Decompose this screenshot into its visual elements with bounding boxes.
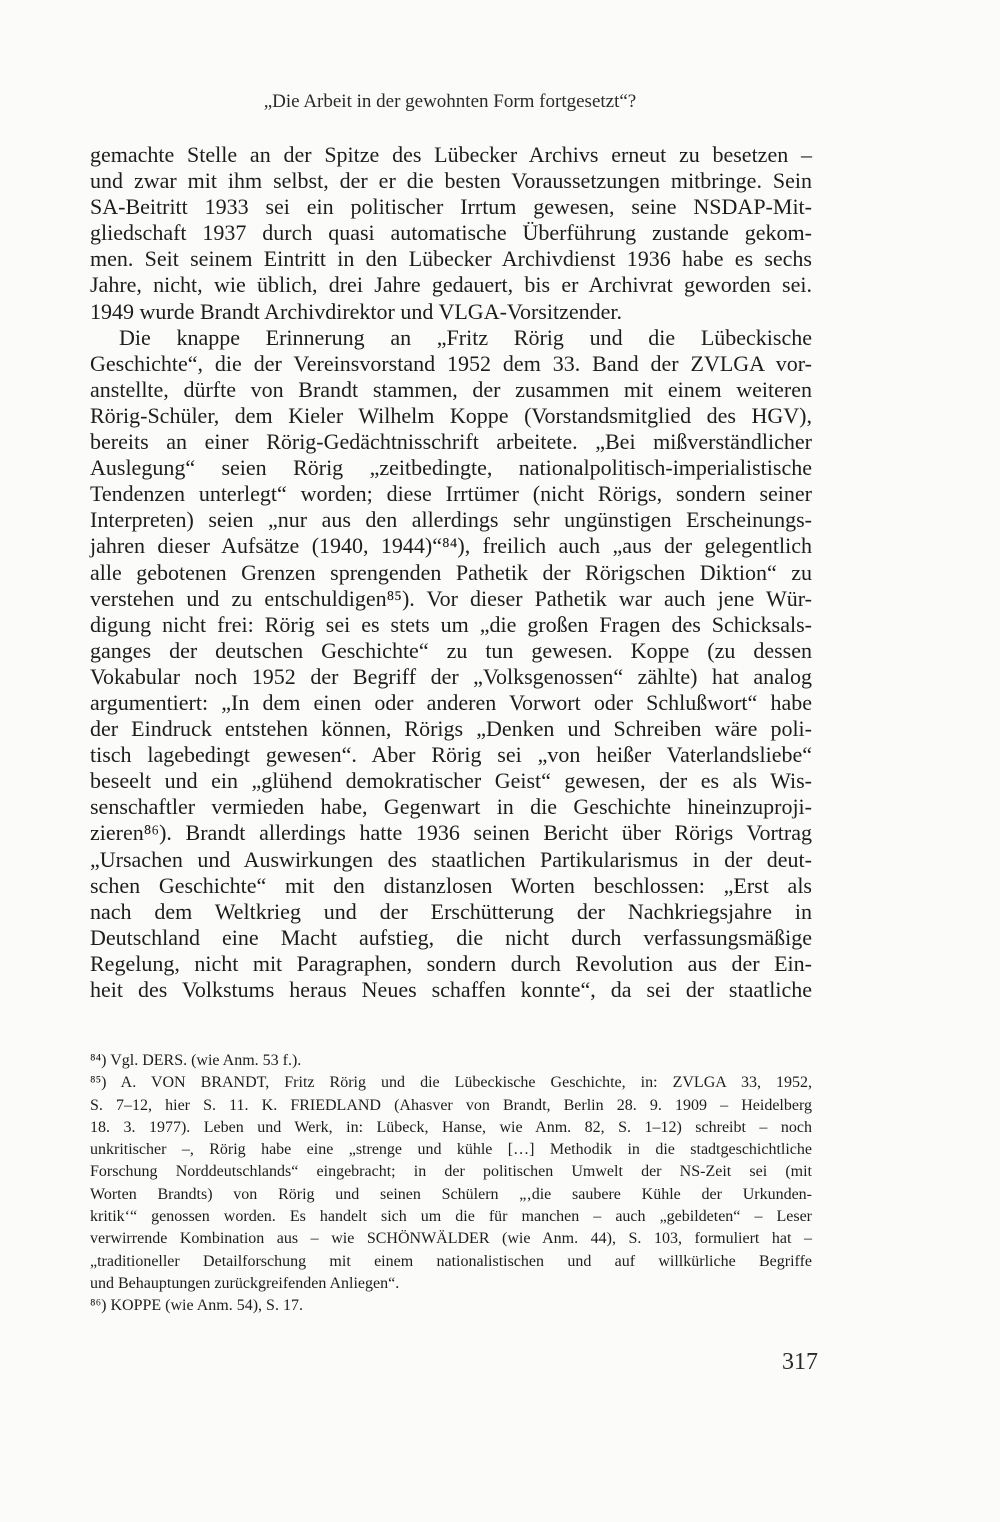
text-line: tisch lagebedingt gewesen“. Aber Rörig sei „von heißer Vaterlandsliebe“ xyxy=(90,742,812,768)
text-line: schen Geschichte“ mit den distanzlosen Worten beschlossen: „Erst als xyxy=(90,872,812,898)
text-line: nach dem Weltkrieg und der Erschütterung der Nachkriegsjahre in xyxy=(90,898,812,924)
text-line: zieren⁸⁶). Brandt allerdings hatte 1936 seinen Bericht über Rörigs Vortrag xyxy=(90,820,812,846)
text-line: men. Seit seinem Eintritt in den Lübecker Archivdienst 1936 habe es sechs xyxy=(90,246,812,272)
text-line: Regelung, nicht mit Paragraphen, sondern durch Revolution aus der Ein- xyxy=(90,950,812,976)
text-line: gemachte Stelle an der Spitze des Lübecker Archivs erneut zu besetzen – xyxy=(90,142,812,167)
text-line: verstehen und zu entschuldigen⁸⁵). Vor dieser Pathetik war auch jene Wür- xyxy=(90,585,812,611)
text-line: Deutschland eine Macht aufstieg, die nicht durch verfassungsmäßige xyxy=(90,924,812,950)
footnote-line: S. 7–12, hier S. 11. K. FRIEDLAND (Ahasver von Brandt, Berlin 28. 9. 1909 – Heidelberg xyxy=(90,1096,812,1114)
text-line: digung nicht frei: Rörig sei es stets um „die großen Fragen des Schicksals- xyxy=(90,611,812,637)
page-number: 317 xyxy=(782,1349,818,1375)
text-line: Auslegung“ seien Rörig „zeitbedingte, nationalpolitisch-imperialistische xyxy=(90,455,812,481)
text-line: senschaftler vermieden habe, Gegenwart in die Geschichte hineinzuproji- xyxy=(90,794,812,820)
text-line: ganges der deutschen Geschichte“ zu tun gewesen. Koppe (zu dessen xyxy=(90,637,812,663)
text-line: beseelt und ein „glühend demokratischer Geist“ gewesen, der es als Wis- xyxy=(90,768,812,794)
footnote-line: ⁸⁵) A. VON BRANDT, Fritz Rörig und die Lübeckische Geschichte, in: ZVLGA 33, 1952, xyxy=(90,1074,812,1092)
text-line: 1949 wurde Brandt Archivdirektor und VLGA-Vorsitzender. xyxy=(90,298,622,324)
text-line: Tendenzen unterlegt“ worden; diese Irrtümer (nicht Rörigs, sondern seiner xyxy=(90,481,812,507)
text-line: Rörig-Schüler, dem Kieler Wilhelm Koppe (Vorstandsmitglied des HGV), xyxy=(90,402,812,428)
text-line: heit des Volkstums heraus Neues schaffen konnte“, da sei der staatliche xyxy=(90,977,812,1002)
text-line: anstellte, dürfte von Brandt stammen, der zusammen mit einem weiteren xyxy=(90,376,812,402)
footnote-line: Forschung Norddeutschlands“ eingebracht; in der politischen Umwelt der NS-Zeit sei (mit xyxy=(90,1163,812,1181)
footnote-line: unkritischer –, Rörig habe eine „strenge und kühle […] Methodik in die stadtgeschichtliche xyxy=(90,1141,812,1159)
text-line: gliedschaft 1937 durch quasi automatische Überführung zustande gekom- xyxy=(90,220,812,246)
text-line: und zwar mit ihm selbst, der er die besten Voraussetzungen mitbringe. Sein xyxy=(90,168,812,194)
text-line: Vokabular noch 1952 der Begriff der „Volksgenossen“ zählte) hat analog xyxy=(90,663,812,689)
text-line: Die knappe Erinnerung an „Fritz Rörig und die Lübeckische xyxy=(119,324,812,350)
footnote-line: kritik‘“ genossen worden. Es handelt sich um die für manchen – auch „gebildeten“ – Leser xyxy=(90,1208,812,1226)
footnote-line: 18. 3. 1977). Leben und Werk, in: Lübeck, Hanse, wie Anm. 82, S. 1–12) schreibt – noch xyxy=(90,1118,812,1136)
text-line: Geschichte“, die der Vereinsvorstand 1952 dem 33. Band der ZVLGA vor- xyxy=(90,350,812,376)
footnote-line: verwirrende Kombination aus – wie SCHÖNWÄLDER (wie Anm. 44), S. 103, formuliert hat – xyxy=(90,1230,812,1248)
footnote-line: ⁸⁶) KOPPE (wie Anm. 54), S. 17. xyxy=(90,1297,303,1315)
footnotes xyxy=(90,1050,812,1318)
footnote-line: und Behauptungen zurückgreifenden Anliegen“. xyxy=(90,1274,400,1292)
text-line: der Eindruck entstehen können, Rörigs „Denken und Schreiben wäre poli- xyxy=(90,716,812,742)
text-line: alle gebotenen Grenzen sprengenden Pathetik der Rörigschen Diktion“ zu xyxy=(90,559,812,585)
text-line: „Ursachen und Auswirkungen des staatlichen Partikularismus in der deut- xyxy=(90,846,812,872)
text-line: argumentiert: „In dem einen oder anderen Vorwort oder Schlußwort“ habe xyxy=(90,689,812,715)
running-head: „Die Arbeit in der gewohnten Form fortgesetzt“? xyxy=(263,91,637,112)
body-text xyxy=(90,142,812,1003)
text-line: SA-Beitritt 1933 sei ein politischer Irrtum gewesen, seine NSDAP-Mit- xyxy=(90,194,812,220)
text-line: Interpreten) seien „nur aus den allerdings sehr ungünstigen Erscheinungs- xyxy=(90,507,812,533)
text-line: jahren dieser Aufsätze (1940, 1944)“⁸⁴), freilich auch „aus der gelegentlich xyxy=(90,533,812,559)
footnote-line: „traditioneller Detailforschung mit einem nationalistischen und auf willkürliche Begriffe xyxy=(90,1252,812,1270)
footnote-line: ⁸⁴) Vgl. DERS. (wie Anm. 53 f.). xyxy=(90,1052,302,1069)
text-line: bereits an einer Rörig-Gedächtnisschrift arbeitete. „Bei mißverständlicher xyxy=(90,429,812,455)
footnote-line: Worten Brandts) von Rörig und seinen Schülern „‚die saubere Kühle der Urkunden- xyxy=(90,1185,812,1203)
text-line: Jahre, nicht, wie üblich, drei Jahre gedauert, bis er Archivrat geworden sei. xyxy=(90,272,812,298)
